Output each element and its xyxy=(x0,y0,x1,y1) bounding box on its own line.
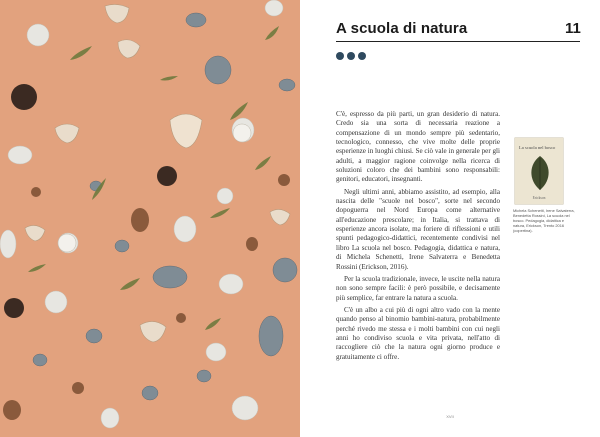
page-number: 11 xyxy=(565,20,581,37)
body-text xyxy=(336,110,500,365)
dot-icon xyxy=(336,52,344,60)
decorative-dots xyxy=(336,52,366,60)
chapter-title: A scuola di natura xyxy=(336,20,468,37)
paragraph: C'è, espresso da più parti, un gran desiderio di natura. Credo sia una sorta di necessaria reazione a compensazione di un mondo sempre più sedentario, tecnologico, connesso, che vive molte delle proprie esperienze in luoghi chiusi. Se ciò vale in generale per gli adulti, a maggior ragione coinvolge nella ricerca di soluzioni coloro che dei bambini sono responsabili: genitori, educatori, insegnanti. xyxy=(336,110,500,184)
book-cover-title: La scuola nel bosco xyxy=(519,145,556,150)
paragraph: Per la scuola tradizionale, invece, le uscite nella natura non sono sempre facili: è però possibile, e decisamente più semplice, far entrare la natura a scuola. xyxy=(336,274,500,302)
dot-icon xyxy=(347,52,355,60)
book-cover-publisher: Erickson xyxy=(532,196,546,200)
leaf-icon xyxy=(525,154,555,192)
header-rule xyxy=(336,41,580,42)
book-cover xyxy=(515,138,563,204)
folio: XVII xyxy=(446,414,454,419)
paragraph: C'è un albo a cui più di ogni altro vado con la mente quando penso al binomio bambini-natura, probabilmente perché rivedo me stessa e i molti bambini con cui negli anni ho condiviso scuola e vita privata, nell'atto di raccogliere ciò che la natura ogni giorno produce e gratuitamente ci offre. xyxy=(336,305,500,361)
paragraph: Negli ultimi anni, abbiamo assistito, ad esempio, alla nascita delle "scuole nel bosco", sorte nel secondo dopoguerra nel Nord Europa come alternative all'educazione prescolare; in Italia, si trattava di esperienze ancora isolate, ma foriere di riflessioni e utili spunti pedagogico-didattici, recentemente condivisi nel libro La scuola nel bosco. Pedagogia, didattica e natura, di Michela Schenetti, Irene Salvaterra e Benedetta Rossini (Erickson, 2016). xyxy=(336,187,500,271)
book-caption: Michela Schenetti, Irene Salvaterra, Benedetta Rossini, La scuola nel bosco. Pedagogia, didattica e natura, Erickson, Trento 2016 (copertina). xyxy=(513,208,575,234)
dot-icon xyxy=(358,52,366,60)
